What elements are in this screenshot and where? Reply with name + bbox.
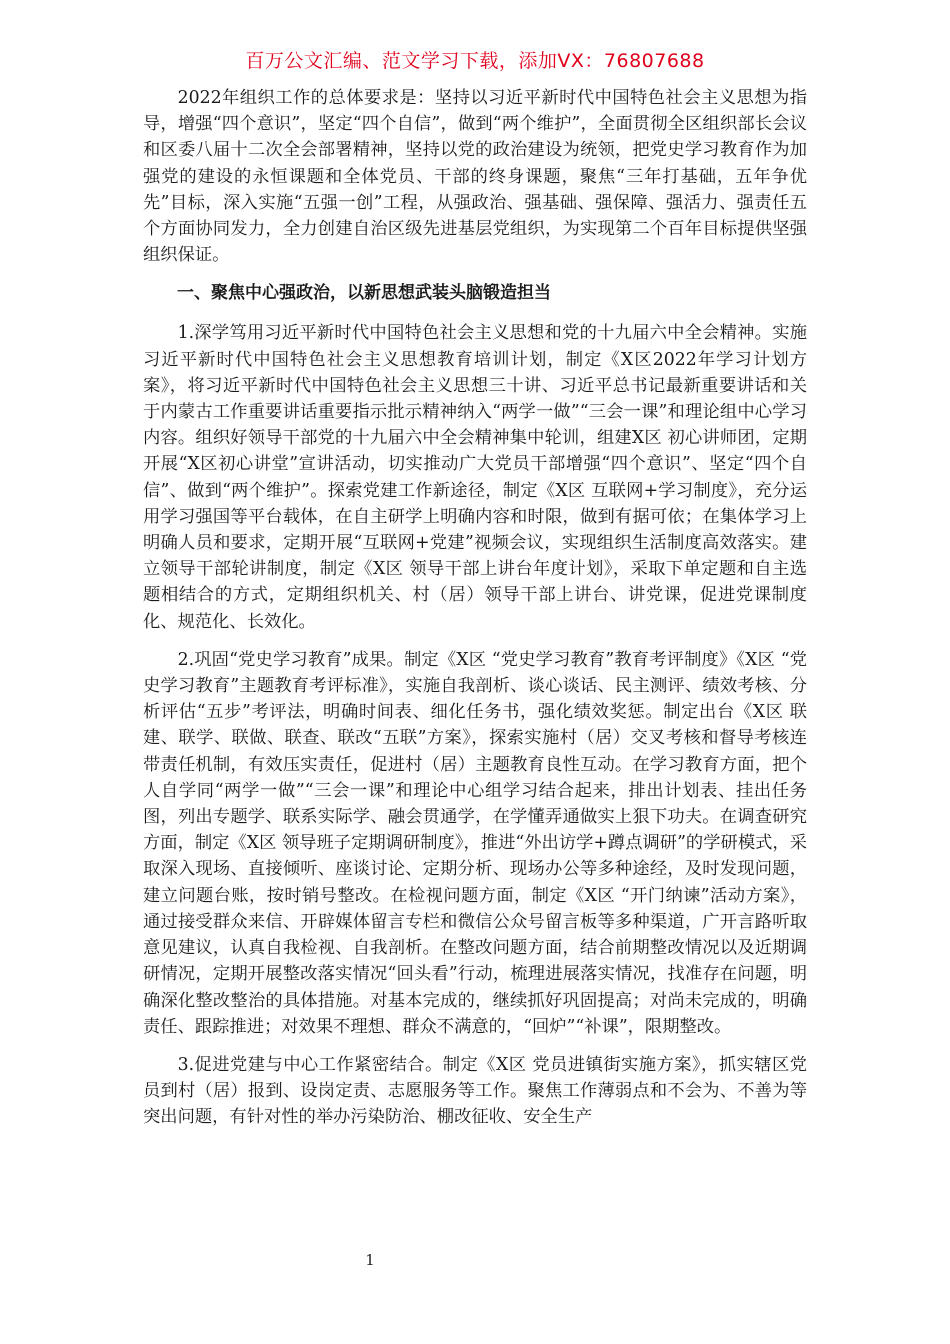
- document-body: [143, 85, 807, 1143]
- item-paragraph-1: 1.深学笃用习近平新时代中国特色社会主义思想和党的十九届六中全会精神。实施习近平新时代中国特色社会主义思想教育培训计划，制定《X区2022年学习计划方案》，将习近平新时代中国特色社会主义思想三十讲、习近平总书记最新重要讲话和关于内蒙古工作重要讲话重要指示批示精神纳入“两学一做”“三会一课”和理论组中心学习内容。组织好领导干部党的十九届六中全会精神集中轮训，组建X区 初心讲师团，定期开展“X区初心讲堂”宣讲活动，切实推动广大党员干部增强“四个意识”、坚定“四个自信”、做到“两个维护”。探索党建工作新途径，制定《X区 互联网+学习制度》，充分运用学习强国等平台载体，在自主研学上明确内容和时限，做到有据可依；在集体学习上明确人员和要求，定期开展“互联网+党建”视频会议，实现组织生活制度高效落实。建立领导干部轮讲制度，制定《X区 领导干部上讲台年度计划》，采取下单定题和自主选题相结合的方式，定期组织机关、村（居）领导干部上讲台、讲党课，促进党课制度化、规范化、长效化。: [143, 323, 807, 632]
- item-paragraph-2: 2.巩固“党史学习教育”成果。制定《X区 “党史学习教育”教育考评制度》《X区 “党史学习教育”主题教育考评标准》，实施自我剖析、谈心谈话、民主测评、绩效考核、分析评估“五步”考评法，明确时间表、细化任务书，强化绩效奖惩。制定出台《X区 联建、联学、联做、联查、联改“五联”方案》，探索实施村（居）交叉考核和督导考核连带责任机制，有效压实责任，促进村（居）主题教育良性互动。在学习教育方面，把个人自学同“两学一做”“三会一课”和理论中心组学习结合起来，排出计划表、挂出任务图，列出专题学、联系实际学、融会贯通学，在学懂弄通做实上狠下功夫。在调查研究方面，制定《X区 领导班子定期调研制度》，推进“外出访学+蹲点调研”的学研模式，采取深入现场、直接倾听、座谈讨论、定期分析、现场办公等多种途经，及时发现问题，建立问题台账，按时销号整改。在检视问题方面，制定《X区 “开门纳谏”活动方案》，通过接受群众来信、开辟媒体留言专栏和微信公众号留言板等多种渠道，广开言路听取意见建议，认真自我检视、自我剖析。在整改问题方面，结合前期整改情况以及近期调研情况，定期开展整改落实情况“回头看”行动，梳理进展落实情况，找准存在问题，明确深化整改整治的具体措施。对基本完成的，继续抓好巩固提高；对尚未完成的，明确责任、跟踪推进；对效果不理想、群众不满意的，“回炉”“补课”，限期整改。: [143, 649, 807, 1037]
- intro-paragraph: 2022年组织工作的总体要求是：坚持以习近平新时代中国特色社会主义思想为指导，增强“四个意识”，坚定“四个自信”，做到“两个维护”，全面贯彻全区组织部长会议和区委八届十二次全会部署精神，坚持以党的政治建设为统领，把党史学习教育作为加强党的建设的永恒课题和全体党员、干部的终身课题，聚焦“三年打基础，五年争优先”目标，深入实施“五强一创”工程，从强政治、强基础、强保障、强活力、强责任五个方面协同发力，全力创建自治区级先进基层党组织，为实现第二个百年目标提供坚强组织保证。: [143, 88, 807, 266]
- item-paragraph-3: 3.促进党建与中心工作紧密结合。制定《X区 党员进镇街实施方案》，抓实辖区党员到村（居）报到、设岗定责、志愿服务等工作。聚焦工作薄弱点和不会为、不善为等突出问题，有针对性的举办污染防治、棚改征收、安全生产: [143, 1054, 807, 1128]
- header-banner: 百万公文汇编、范文学习下载，添加VX：76807688: [245, 50, 705, 72]
- page-number: 1: [365, 1251, 375, 1269]
- section-heading: 一、聚焦中心强政治，以新思想武装头脑锻造担当: [177, 283, 551, 304]
